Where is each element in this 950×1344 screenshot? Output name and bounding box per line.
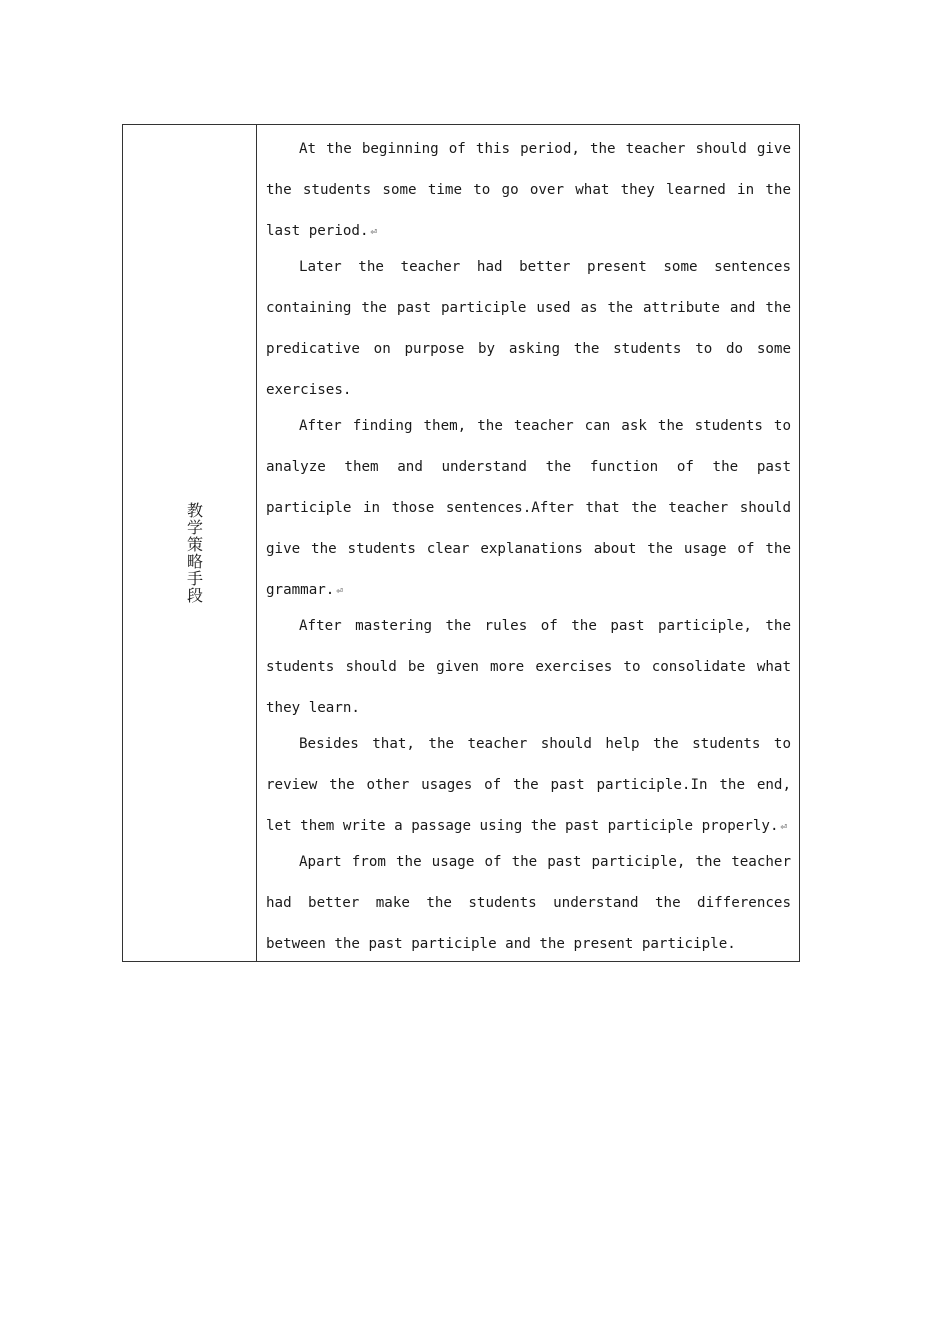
paragraph-mark: ⏎: [780, 820, 788, 833]
paragraph-text: After finding them, the teacher can ask the students to analyze them and understand the function of the past participle in those sentences.After that the teacher should give the students clear explanations about the usage of the grammar.: [266, 418, 791, 598]
paragraph-1: [266, 129, 791, 252]
content-cell: [257, 125, 799, 961]
paragraph-mark: ⏎: [370, 225, 378, 238]
paragraph-2: [266, 247, 791, 411]
paragraph-text: After mastering the rules of the past participle, the students should be given more exercises to consolidate what they learn.: [266, 618, 791, 716]
paragraph-text: Later the teacher had better present some sentences containing the past participle used as the attribute and the predicative on purpose by asking the students to do some exercises.: [266, 259, 791, 398]
paragraph-text: Besides that, the teacher should help the students to review the other usages of the past participle.In the end, let them write a passage using the past participle properly.: [266, 736, 791, 834]
paragraph-mark: ⏎: [336, 584, 343, 597]
paragraph-3: [266, 406, 791, 611]
row-label: 教学策略手段: [184, 502, 204, 604]
paragraph-6: [266, 842, 791, 965]
paragraph-5: [266, 724, 791, 847]
label-cell: [123, 125, 257, 961]
paragraph-4: [266, 606, 791, 729]
strategy-table: [122, 124, 800, 962]
paragraph-text: At the beginning of this period, the teacher should give the students some time to go over what they learned in the last period.: [266, 141, 791, 239]
paragraph-text: Apart from the usage of the past participle, the teacher had better make the students understand the differences between the past participle and the present participle.: [266, 854, 791, 952]
